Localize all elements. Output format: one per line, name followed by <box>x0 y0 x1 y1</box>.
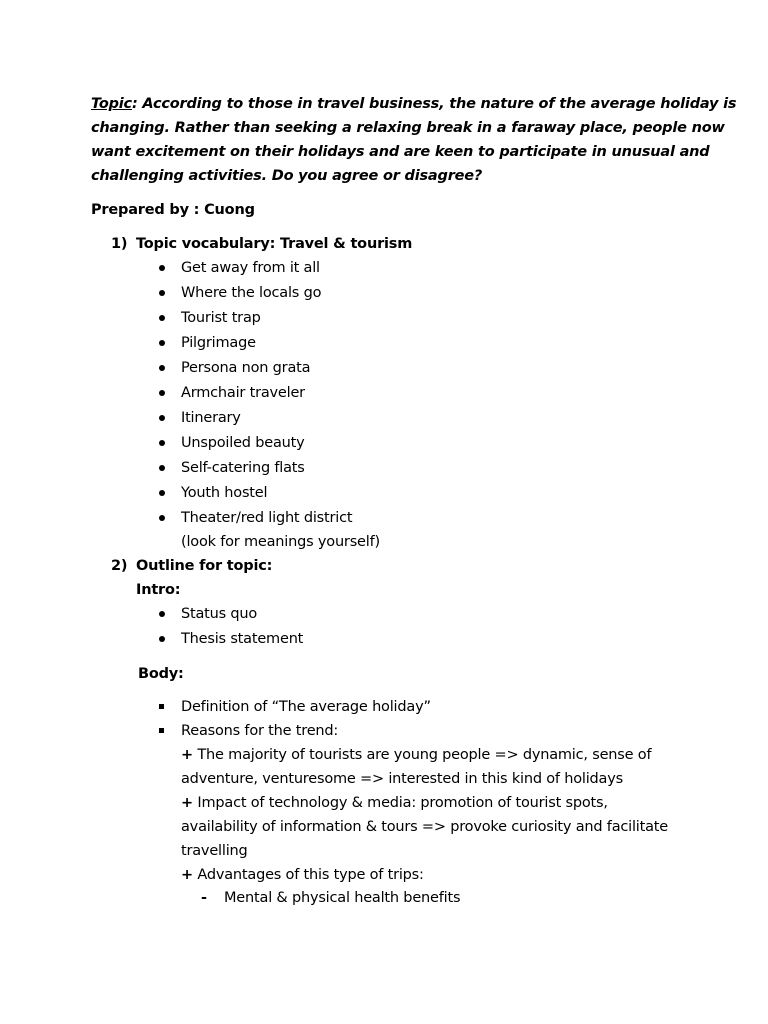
bullet-icon <box>159 515 165 521</box>
vocab-item-10: Youth hostel <box>181 485 268 501</box>
vocab-item-1: Get away from it all <box>181 260 320 276</box>
vocab-item-5: Persona non grata <box>181 360 311 376</box>
prepared-by: Prepared by : Cuong <box>91 202 255 218</box>
plus-marker: + <box>181 795 193 811</box>
square-bullet-icon <box>159 728 164 733</box>
bullet-icon <box>159 290 165 296</box>
vocab-item-4: Pilgrimage <box>181 335 256 351</box>
plus-marker: + <box>181 867 193 883</box>
reason-2-line-2: availability of information & tours => provoke curiosity and facilitate <box>181 819 669 835</box>
vocab-item-7: Itinerary <box>181 410 241 426</box>
vocab-item-2: Where the locals go <box>181 285 322 301</box>
vocab-item-8: Unspoiled beauty <box>181 435 305 451</box>
reason-1-line-2: adventure, venturesome => interested in this kind of holidays <box>181 771 623 787</box>
bullet-icon <box>159 390 165 396</box>
reason-2-line-1 <box>181 793 608 813</box>
reason-2-text: Impact of technology & media: promotion of tourist spots, <box>197 795 608 811</box>
body-label: Body: <box>138 666 184 682</box>
bullet-icon <box>159 465 165 471</box>
reason-2-line-3: travelling <box>181 843 248 859</box>
bullet-icon <box>159 315 165 321</box>
bullet-icon <box>159 340 165 346</box>
square-bullet-icon <box>159 704 164 709</box>
reason-1-line-1 <box>181 745 651 765</box>
intro-item-2: Thesis statement <box>181 631 304 647</box>
bullet-icon <box>159 490 165 496</box>
topic-label: Topic <box>91 96 132 112</box>
topic-line-1 <box>91 94 736 114</box>
bullet-icon <box>159 415 165 421</box>
vocab-item-3: Tourist trap <box>181 310 261 326</box>
vocab-item-6: Armchair traveler <box>181 385 305 401</box>
section2-number: 2) <box>111 558 128 574</box>
topic-text-1: : According to those in travel business, the nature of the average holiday is <box>131 96 737 112</box>
topic-line-4: challenging activities. Do you agree or disagree? <box>91 168 483 184</box>
reason-3-line-1 <box>181 865 424 885</box>
plus-marker: + <box>181 747 193 763</box>
sub-item-1: Mental & physical health benefits <box>224 890 461 906</box>
body-item-2: Reasons for the trend: <box>181 723 339 739</box>
vocab-note: (look for meanings yourself) <box>181 534 380 550</box>
vocab-item-9: Self-catering flats <box>181 460 305 476</box>
dash-marker: - <box>201 890 207 906</box>
intro-item-1: Status quo <box>181 606 258 622</box>
section1-title: Topic vocabulary: Travel & tourism <box>136 236 413 252</box>
reason-3-text: Advantages of this type of trips: <box>197 867 424 883</box>
bullet-icon <box>159 440 165 446</box>
vocab-item-11: Theater/red light district <box>181 510 353 526</box>
bullet-icon <box>159 611 165 617</box>
intro-label: Intro: <box>136 582 181 598</box>
bullet-icon <box>159 365 165 371</box>
bullet-icon <box>159 636 165 642</box>
reason-1-text: The majority of tourists are young people => dynamic, sense of <box>197 747 652 763</box>
topic-line-2: changing. Rather than seeking a relaxing break in a faraway place, people now <box>91 120 725 136</box>
bullet-icon <box>159 265 165 271</box>
section1-number: 1) <box>111 236 128 252</box>
topic-line-3: want excitement on their holidays and are keen to participate in unusual and <box>91 144 710 160</box>
body-item-1: Definition of “The average holiday” <box>181 699 431 715</box>
section2-title: Outline for topic: <box>136 558 273 574</box>
